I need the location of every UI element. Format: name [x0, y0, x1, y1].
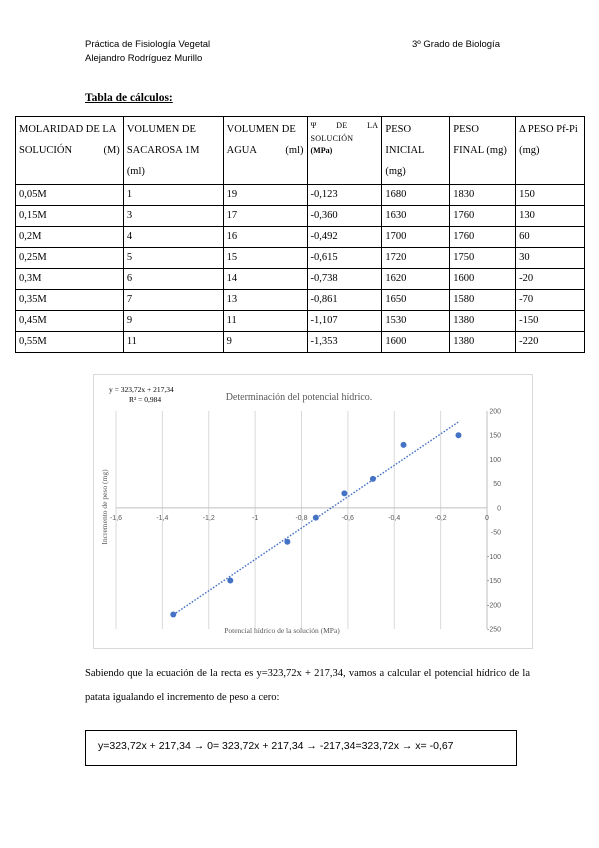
table-cell: 1380	[450, 332, 516, 353]
table-row	[16, 269, 585, 290]
table-cell: 9	[223, 332, 307, 353]
y-tick-label: 50	[493, 481, 501, 489]
table-cell: 1600	[450, 269, 516, 290]
table-cell: 3	[123, 206, 223, 227]
table-cell: 0,55M	[16, 332, 124, 353]
table-header-row	[16, 117, 585, 185]
calculation-table	[15, 116, 585, 353]
table-cell: 1700	[382, 227, 450, 248]
data-point	[401, 442, 407, 448]
x-tick-label: -0,8	[295, 514, 308, 522]
formula-box	[85, 730, 517, 766]
table-cell: 19	[223, 185, 307, 206]
table-cell: 11	[223, 311, 307, 332]
table-row	[16, 185, 585, 206]
table-cell: 0,25M	[16, 248, 124, 269]
table-cell: 16	[223, 227, 307, 248]
y-tick-label: -200	[486, 602, 501, 610]
table-cell: 15	[223, 248, 307, 269]
table-cell: 5	[123, 248, 223, 269]
table-title: Tabla de cálculos:	[85, 92, 173, 104]
table-row	[16, 248, 585, 269]
table-row	[16, 332, 585, 353]
x-tick-label: -0,2	[434, 514, 447, 522]
x-tick-label: -0,6	[341, 514, 354, 522]
table-row	[16, 311, 585, 332]
table-cell: -0,123	[307, 185, 382, 206]
x-tick-label: -1	[252, 514, 259, 522]
table-cell: 30	[516, 248, 585, 269]
table-cell: -1,353	[307, 332, 382, 353]
y-tick-label: 200	[489, 408, 501, 416]
table-cell: 0,05M	[16, 185, 124, 206]
header-peso-inicial: PESO INICIAL (mg)	[382, 117, 450, 185]
table-cell: 13	[223, 290, 307, 311]
table-cell: -1,107	[307, 311, 382, 332]
header-psi-label: Ψ DE LA SOLUCIÓN	[310, 121, 379, 143]
x-tick-label: -1,2	[202, 514, 215, 522]
table-cell: 0,35M	[16, 290, 124, 311]
table-cell: 1	[123, 185, 223, 206]
y-tick-label: -100	[486, 553, 501, 561]
header-psi-unit: (MPa)	[310, 146, 333, 155]
table-cell: 60	[516, 227, 585, 248]
chart-container	[93, 374, 533, 649]
table-cell: -0,861	[307, 290, 382, 311]
trend-equation: y = 323,72x + 217,34	[109, 385, 174, 394]
header-course: Práctica de Fisiología Vegetal	[85, 39, 211, 50]
data-point	[227, 578, 233, 584]
table-cell: 0,2M	[16, 227, 124, 248]
header-peso-final: PESO FINAL (mg)	[450, 117, 516, 185]
x-tick-label: -1,4	[156, 514, 169, 522]
table-cell: 1750	[450, 248, 516, 269]
x-tick-label: -0,4	[388, 514, 401, 522]
trend-r2: R² = 0,984	[129, 395, 162, 404]
header-volumen-sacarosa: VOLUMEN DE SACAROSA 1M (ml)	[123, 117, 223, 185]
table-cell: 1680	[382, 185, 450, 206]
table-cell: 1600	[382, 332, 450, 353]
data-point	[341, 490, 347, 496]
table-cell: 6	[123, 269, 223, 290]
table-cell: -70	[516, 290, 585, 311]
table-cell: 1830	[450, 185, 516, 206]
table-cell: 1580	[450, 290, 516, 311]
x-tick-label: 0	[485, 514, 489, 522]
y-axis-label: Incremento de peso (mg)	[100, 469, 109, 545]
data-point	[370, 476, 376, 482]
explanation-paragraph: Sabiendo que la ecuación de la recta es y=323,72x + 217,34, vamos a calcular el potencial hídrico de la patata igualando el incremento de peso a cero:	[85, 668, 530, 703]
table-cell: -150	[516, 311, 585, 332]
table-cell: 1650	[382, 290, 450, 311]
table-cell: 0,45M	[16, 311, 124, 332]
table-cell: -20	[516, 269, 585, 290]
header-molaridad: MOLARIDAD DE LA SOLUCIÓN (M)	[16, 117, 124, 185]
header-grade: 3º Grado de Biología	[412, 39, 500, 50]
table-cell: 1380	[450, 311, 516, 332]
data-point	[284, 539, 290, 545]
y-tick-label: 100	[489, 456, 501, 464]
table-cell: 1530	[382, 311, 450, 332]
table-cell: 14	[223, 269, 307, 290]
table-cell: 0,3M	[16, 269, 124, 290]
header-author: Alejandro Rodríguez Murillo	[85, 53, 203, 64]
table-row	[16, 206, 585, 227]
header-delta-peso: Δ PESO Pf-Pi (mg)	[516, 117, 585, 185]
table-row	[16, 290, 585, 311]
y-tick-label: -150	[486, 578, 501, 586]
y-tick-label: -250	[486, 626, 501, 634]
table-cell: -0,360	[307, 206, 382, 227]
table-cell: 11	[123, 332, 223, 353]
x-axis-label: Potencial hídrico de la solución (MPa)	[224, 626, 340, 635]
table-cell: 17	[223, 206, 307, 227]
table-cell: 0,15M	[16, 206, 124, 227]
scatter-chart	[94, 375, 532, 648]
table-cell: 130	[516, 206, 585, 227]
table-cell: -0,492	[307, 227, 382, 248]
table-cell: 1760	[450, 206, 516, 227]
table-cell: 1620	[382, 269, 450, 290]
table-cell: 150	[516, 185, 585, 206]
table-cell: 1720	[382, 248, 450, 269]
data-point	[455, 432, 461, 438]
table-cell: 1630	[382, 206, 450, 227]
header-volumen-agua: VOLUMEN DE AGUA (ml)	[223, 117, 307, 185]
table-cell: 7	[123, 290, 223, 311]
table-cell: 1760	[450, 227, 516, 248]
chart-title: Determinación del potencial hídrico.	[225, 392, 373, 403]
table-row	[16, 227, 585, 248]
table-cell: 9	[123, 311, 223, 332]
header-psi-solucion	[307, 117, 382, 185]
data-point	[313, 515, 319, 521]
table-cell: -0,738	[307, 269, 382, 290]
y-tick-label: 0	[497, 505, 501, 513]
data-point	[170, 611, 176, 617]
y-tick-label: -50	[490, 529, 501, 537]
table-cell: -0,615	[307, 248, 382, 269]
table-cell: -220	[516, 332, 585, 353]
x-tick-label: -1,6	[109, 514, 123, 522]
y-tick-label: 150	[489, 432, 501, 440]
formula-text: y=323,72x + 217,34 → 0= 323,72x + 217,34 → -217,34=323,72x → x= -0,67	[98, 740, 454, 752]
table-cell: 4	[123, 227, 223, 248]
